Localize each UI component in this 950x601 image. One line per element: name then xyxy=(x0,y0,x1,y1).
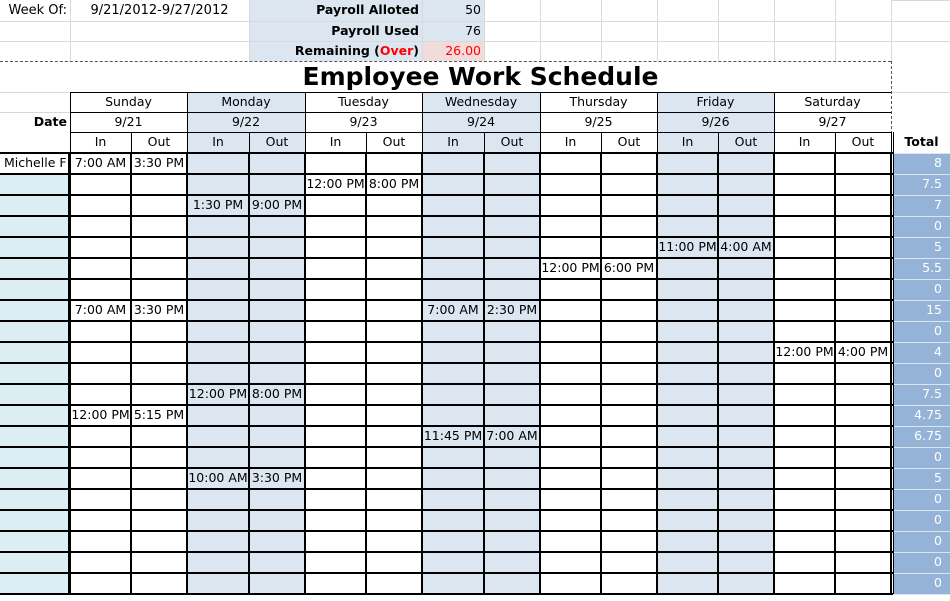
remaining-label-text: Remaining ( xyxy=(294,42,380,58)
col-line xyxy=(773,152,775,595)
row-total: 7 xyxy=(934,197,942,213)
header-line xyxy=(249,132,250,153)
day-name-monday: Monday xyxy=(221,93,271,109)
row-total: 6.75 xyxy=(914,428,942,444)
out-header: Out xyxy=(734,134,758,150)
row-line xyxy=(893,426,950,427)
gridline xyxy=(422,0,423,61)
gridline xyxy=(0,21,950,22)
row-total: 5.5 xyxy=(922,260,942,276)
payroll-used-value[interactable]: 76 xyxy=(465,22,481,38)
row-total: 0 xyxy=(934,218,942,234)
payroll-used-label: Payroll Used xyxy=(331,22,419,38)
gridline xyxy=(601,0,602,61)
row-line xyxy=(893,363,950,364)
remaining-label xyxy=(249,41,422,61)
row-line xyxy=(893,237,950,238)
total-header: Total xyxy=(904,134,939,150)
gridline xyxy=(774,0,775,61)
shift-out[interactable]: 3:30 PM xyxy=(133,155,185,171)
row-line xyxy=(893,447,950,448)
row-total: 0 xyxy=(934,365,942,381)
in-header: In xyxy=(681,134,694,150)
shift-out[interactable]: 4:00 PM xyxy=(837,344,889,360)
gridline xyxy=(891,0,892,61)
payroll-alloted-value[interactable]: 50 xyxy=(465,2,481,18)
gridline xyxy=(718,0,719,61)
remaining-close-text: ) xyxy=(413,42,419,58)
shift-out[interactable]: 8:00 PM xyxy=(251,386,303,402)
shift-in[interactable]: 11:45 PM xyxy=(423,428,483,444)
day-date[interactable]: 9/21 xyxy=(114,113,143,129)
row-line xyxy=(893,489,950,490)
row-line xyxy=(0,404,893,406)
col-line xyxy=(834,152,836,595)
day-name-tuesday: Tuesday xyxy=(338,93,389,109)
employee-name[interactable] xyxy=(0,468,70,489)
remaining-over-text: Over xyxy=(379,42,414,58)
week-label: Week Of: xyxy=(8,3,67,18)
out-header: Out xyxy=(617,134,641,150)
row-total: 4 xyxy=(934,344,942,360)
row-line xyxy=(0,152,893,154)
remaining-value[interactable]: 26.00 xyxy=(422,41,484,61)
payroll-alloted-label: Payroll Alloted xyxy=(316,2,419,18)
row-total: 4.75 xyxy=(914,407,942,423)
shift-in[interactable]: 10:00 AM xyxy=(188,470,248,486)
gridline xyxy=(891,92,950,93)
employee-name[interactable] xyxy=(0,363,70,384)
shift-in[interactable]: 12:00 PM xyxy=(71,407,130,423)
shift-in[interactable]: 11:00 PM xyxy=(658,239,717,255)
row-line xyxy=(0,488,893,490)
row-line xyxy=(893,573,950,574)
shift-out[interactable]: 5:15 PM xyxy=(133,407,185,423)
row-total: 0 xyxy=(934,281,942,297)
col-line xyxy=(717,152,719,595)
header-line xyxy=(131,132,132,153)
row-line xyxy=(893,195,950,196)
header-line xyxy=(657,92,658,153)
row-line xyxy=(0,278,893,280)
header-line xyxy=(187,92,188,153)
row-total: 5 xyxy=(934,239,942,255)
row-line xyxy=(893,594,950,595)
shift-in[interactable]: 12:00 PM xyxy=(188,386,248,402)
col-line xyxy=(365,152,367,595)
shift-in[interactable]: 7:00 AM xyxy=(74,155,127,171)
out-header: Out xyxy=(265,134,289,150)
in-header: In xyxy=(94,134,107,150)
shift-in[interactable]: 12:00 PM xyxy=(775,344,834,360)
gridline xyxy=(891,0,950,1)
row-line xyxy=(893,510,950,511)
row-line xyxy=(0,572,893,574)
header-line xyxy=(70,92,71,153)
in-header: In xyxy=(212,134,224,150)
employee-name[interactable] xyxy=(0,321,70,342)
week-value[interactable]: 9/21/2012-9/27/2012 xyxy=(90,3,229,18)
schedule-title: Employee Work Schedule xyxy=(302,62,659,91)
day-shade xyxy=(657,92,774,594)
header-line xyxy=(601,132,602,153)
day-date[interactable]: 9/23 xyxy=(349,113,378,129)
header-line xyxy=(305,92,306,153)
title-border xyxy=(0,61,891,62)
day-name-saturday: Saturday xyxy=(804,93,861,109)
day-name-wednesday: Wednesday xyxy=(444,93,518,109)
day-date[interactable]: 9/27 xyxy=(818,113,847,129)
row-total: 0 xyxy=(934,554,942,570)
day-date[interactable]: 9/26 xyxy=(701,113,730,129)
row-line xyxy=(0,530,893,532)
col-line xyxy=(483,152,485,595)
day-name-sunday: Sunday xyxy=(105,93,152,109)
row-line xyxy=(893,531,950,532)
row-line xyxy=(893,552,950,553)
out-header: Out xyxy=(851,134,875,150)
shift-in[interactable]: 12:00 PM xyxy=(306,176,365,192)
row-line xyxy=(0,215,893,217)
row-line xyxy=(0,257,893,259)
row-total: 0 xyxy=(934,323,942,339)
out-header: Out xyxy=(500,134,524,150)
in-header: In xyxy=(564,134,577,150)
shift-out[interactable]: 2:30 PM xyxy=(486,302,538,318)
row-line xyxy=(893,174,950,175)
row-line xyxy=(893,300,950,301)
header-line xyxy=(540,92,541,153)
shift-out[interactable]: 8:00 PM xyxy=(368,176,420,192)
col-line xyxy=(893,132,894,594)
header-line xyxy=(70,92,891,93)
day-shade xyxy=(187,92,305,594)
row-total: 0 xyxy=(934,449,942,465)
employee-name[interactable] xyxy=(0,279,70,300)
row-line xyxy=(0,446,893,448)
gridline xyxy=(484,0,485,61)
date-label: Date xyxy=(33,113,67,129)
gridline xyxy=(249,0,250,61)
day-shade xyxy=(422,92,540,594)
row-total: 15 xyxy=(926,302,942,318)
row-total: 0 xyxy=(934,533,942,549)
gridline xyxy=(835,0,836,61)
col-line xyxy=(890,152,892,595)
shift-out[interactable]: 6:00 PM xyxy=(603,260,655,276)
employee-name[interactable] xyxy=(0,237,70,258)
row-line xyxy=(0,383,893,385)
row-line xyxy=(0,194,893,196)
out-header: Out xyxy=(382,134,406,150)
row-line xyxy=(893,384,950,385)
gridline xyxy=(657,0,658,61)
row-total: 0 xyxy=(934,575,942,591)
shift-in[interactable]: 7:00 AM xyxy=(74,302,127,318)
day-date[interactable]: 9/24 xyxy=(466,113,496,129)
col-line xyxy=(186,152,188,595)
gridline xyxy=(0,41,950,42)
employee-name[interactable] xyxy=(0,426,70,447)
employee-name[interactable] xyxy=(0,195,70,216)
row-total: 7.5 xyxy=(922,176,942,192)
employee-name[interactable] xyxy=(0,552,70,573)
employee-name[interactable] xyxy=(0,510,70,531)
gridline xyxy=(540,0,541,61)
in-header: In xyxy=(798,134,811,150)
row-total: 0 xyxy=(934,512,942,528)
row-line xyxy=(0,467,893,469)
day-name-friday: Friday xyxy=(696,93,735,109)
row-line xyxy=(0,362,893,364)
employee-name[interactable] xyxy=(0,258,70,279)
row-line xyxy=(0,236,893,238)
day-date[interactable]: 9/22 xyxy=(231,113,261,129)
row-line xyxy=(0,509,893,511)
col-line xyxy=(130,152,132,595)
row-line xyxy=(0,299,893,301)
day-date[interactable]: 9/25 xyxy=(584,113,613,129)
employee-name[interactable] xyxy=(0,405,70,426)
col-line xyxy=(248,152,250,595)
row-line xyxy=(0,320,893,322)
row-line xyxy=(0,341,893,343)
col-line xyxy=(600,152,602,595)
shift-out[interactable]: 3:30 PM xyxy=(251,470,303,486)
row-line xyxy=(0,173,893,175)
shift-in[interactable]: 7:00 AM xyxy=(427,302,479,318)
row-line xyxy=(893,216,950,217)
in-header: In xyxy=(447,134,459,150)
row-line xyxy=(0,551,893,553)
row-line xyxy=(0,425,893,427)
col-line xyxy=(304,152,306,595)
shift-out[interactable]: 9:00 PM xyxy=(251,197,303,213)
employee-name[interactable] xyxy=(0,531,70,552)
out-header: Out xyxy=(147,134,171,150)
row-total: 5 xyxy=(934,470,942,486)
row-total: 7.5 xyxy=(922,386,942,402)
employee-name[interactable] xyxy=(0,447,70,468)
header-line xyxy=(718,132,719,153)
row-line xyxy=(893,321,950,322)
row-line xyxy=(0,593,893,595)
employee-name[interactable] xyxy=(0,300,70,321)
header-line xyxy=(484,132,485,153)
shift-in[interactable]: 1:30 PM xyxy=(192,197,244,213)
row-line xyxy=(893,258,950,259)
shift-out[interactable]: 7:00 AM xyxy=(486,428,538,444)
header-line xyxy=(891,132,892,153)
col-line xyxy=(69,152,71,595)
header-line xyxy=(774,92,775,153)
row-line xyxy=(893,468,950,469)
day-name-thursday: Thursday xyxy=(569,93,628,109)
col-line xyxy=(656,152,658,595)
row-line xyxy=(893,342,950,343)
header-line xyxy=(366,132,367,153)
row-line xyxy=(893,405,950,406)
header-line xyxy=(422,92,423,153)
row-total: 8 xyxy=(934,155,942,171)
col-line xyxy=(421,152,423,595)
gridline xyxy=(0,92,70,93)
row-line xyxy=(893,279,950,280)
employee-name[interactable] xyxy=(0,342,70,363)
row-total: 0 xyxy=(934,491,942,507)
employee-name[interactable]: Michelle F xyxy=(4,155,67,171)
in-header: In xyxy=(329,134,342,150)
employee-name[interactable] xyxy=(0,174,70,195)
shift-out[interactable]: 3:30 PM xyxy=(133,302,185,318)
employee-name[interactable] xyxy=(0,216,70,237)
employee-name[interactable] xyxy=(0,573,70,594)
row-line xyxy=(893,153,950,154)
employee-name[interactable] xyxy=(0,384,70,405)
employee-name[interactable] xyxy=(0,489,70,510)
shift-out[interactable]: 4:00 AM xyxy=(720,239,772,255)
header-line xyxy=(70,132,891,133)
gridline xyxy=(70,0,71,61)
shift-in[interactable]: 12:00 PM xyxy=(541,260,600,276)
header-line xyxy=(835,132,836,153)
col-line xyxy=(539,152,541,595)
header-line xyxy=(70,112,891,113)
